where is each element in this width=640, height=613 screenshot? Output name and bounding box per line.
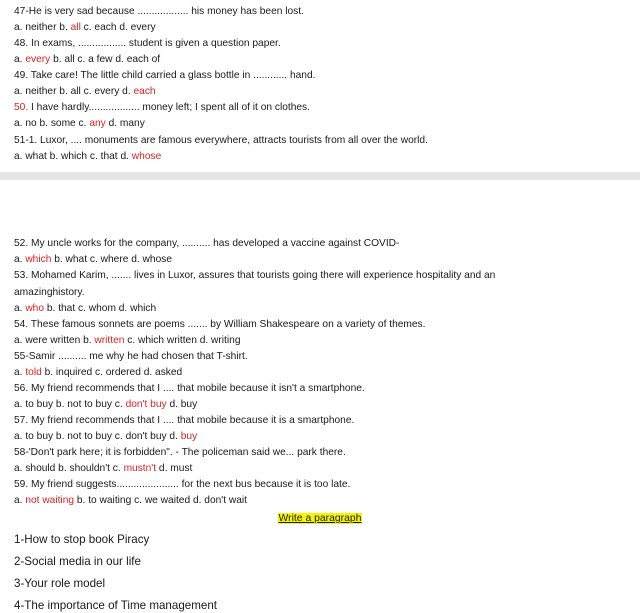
question-line xyxy=(14,334,240,347)
question-text: 48. In exams, ................. student is given a question paper. xyxy=(14,38,281,49)
question-text: d. must xyxy=(156,463,193,474)
paragraph-topic: 2-Social media in our life xyxy=(14,555,141,568)
question-text: a. neither b. xyxy=(14,22,71,33)
answer-highlight: who xyxy=(25,303,45,314)
page-separator xyxy=(0,172,640,180)
question-text: I have hardly.................. money left; I spent all of it on clothes. xyxy=(28,102,310,113)
question-line xyxy=(14,237,399,250)
answer-highlight: written xyxy=(94,335,125,346)
question-line xyxy=(14,446,346,459)
question-line xyxy=(14,398,197,411)
question-text: a. were written b. xyxy=(14,335,95,346)
question-text: a. xyxy=(14,54,26,65)
answer-highlight: mustn't xyxy=(123,463,157,474)
question-text: 57. My friend recommends that I .... that mobile because it is a smartphone. xyxy=(14,415,355,426)
question-text: a. xyxy=(14,303,26,314)
question-line xyxy=(14,253,172,266)
answer-highlight: whose xyxy=(131,151,162,162)
paragraph-topic: 1-How to stop book Piracy xyxy=(14,533,150,546)
answer-highlight: which xyxy=(25,254,52,265)
answer-highlight: don't buy xyxy=(125,399,167,410)
question-line xyxy=(14,286,85,299)
question-text: a. xyxy=(14,367,26,378)
question-text: 56. My friend recommends that I .... that mobile because it isn't a smartphone. xyxy=(14,383,365,394)
paragraph-topic: 3-Your role model xyxy=(14,577,106,590)
question-text: a. should b. shouldn't c. xyxy=(14,463,124,474)
question-line xyxy=(14,21,156,34)
question-text: a. to buy b. not to buy c. don't buy d. xyxy=(14,431,181,442)
question-line xyxy=(14,478,350,491)
question-text: 55-Samir .......... me why he had chosen that T-shirt. xyxy=(14,351,248,362)
page-bottom xyxy=(0,180,640,612)
question-text: 58-'Don't park here; it is forbidden". - The policeman said we... park there. xyxy=(14,447,346,458)
answer-highlight: every xyxy=(25,54,51,65)
question-text: 51-1. Luxor, .... monuments are famous everywhere, attracts tourists from all over the world. xyxy=(14,135,428,146)
question-text: 47-He is very sad because .................. his money has been lost. xyxy=(14,6,304,17)
question-text: b. to waiting c. we waited d. don't wait xyxy=(74,495,248,506)
question-text: 53. Mohamed Karim, ....... lives in Luxor, assures that tourists going there will experience hospitality and an xyxy=(14,270,496,281)
question-line xyxy=(14,414,354,427)
question-text: 49. Take care! The little child carried a glass bottle in ............ hand. xyxy=(14,70,316,81)
question-line xyxy=(14,150,161,163)
question-text: a. neither b. all c. every d. xyxy=(14,86,134,97)
answer-highlight: any xyxy=(89,118,106,129)
question-text: a. no b. some c. xyxy=(14,118,90,129)
question-line xyxy=(14,69,315,82)
question-line xyxy=(14,430,197,443)
question-text: d. many xyxy=(105,118,145,129)
answer-highlight: told xyxy=(25,367,42,378)
question-text: c. which written d. writing xyxy=(124,335,241,346)
question-text: a. what b. which c. that d. xyxy=(14,151,132,162)
answer-highlight: 50. xyxy=(14,102,29,113)
question-text: b. that c. whom d. which xyxy=(44,303,157,314)
question-line xyxy=(14,53,160,66)
write-a-paragraph-heading: Write a paragraph xyxy=(278,513,362,524)
question-line xyxy=(14,302,156,315)
question-line xyxy=(14,269,495,282)
question-text: a. xyxy=(14,495,26,506)
question-text: d. buy xyxy=(166,399,198,410)
question-line xyxy=(14,37,281,50)
question-line xyxy=(14,101,310,114)
question-line xyxy=(14,350,248,363)
question-text: 54. These famous sonnets are poems ....... by William Shakespeare on a variety of themes. xyxy=(14,319,426,330)
answer-highlight: not waiting xyxy=(25,495,75,506)
paragraph-topic: 4-The importance of Time management xyxy=(14,599,217,612)
question-line xyxy=(14,85,156,98)
question-text: amazinghistory. xyxy=(14,287,85,298)
question-text: 59. My friend suggests...................... for the next bus because it is too late. xyxy=(14,479,351,490)
answer-highlight: each xyxy=(133,86,156,97)
question-text: 52. My uncle works for the company, .......... has developed a vaccine against COVID- xyxy=(14,238,400,249)
question-line xyxy=(14,318,425,331)
question-text: a. to buy b. not to buy c. xyxy=(14,399,126,410)
question-line xyxy=(14,117,145,130)
question-line xyxy=(14,134,428,147)
question-line xyxy=(14,494,247,507)
question-text: b. inquired c. ordered d. asked xyxy=(41,367,183,378)
answer-highlight: all xyxy=(70,22,81,33)
question-line xyxy=(14,5,304,18)
question-text: a. xyxy=(14,254,26,265)
question-line xyxy=(14,366,182,379)
question-text: b. what c. where d. whose xyxy=(51,254,172,265)
page-top xyxy=(0,0,640,172)
question-text: b. all c. a few d. each of xyxy=(50,54,161,65)
question-line xyxy=(14,382,365,395)
answer-highlight: buy xyxy=(180,431,198,442)
question-line xyxy=(14,462,192,475)
question-text: c. each d. every xyxy=(80,22,156,33)
